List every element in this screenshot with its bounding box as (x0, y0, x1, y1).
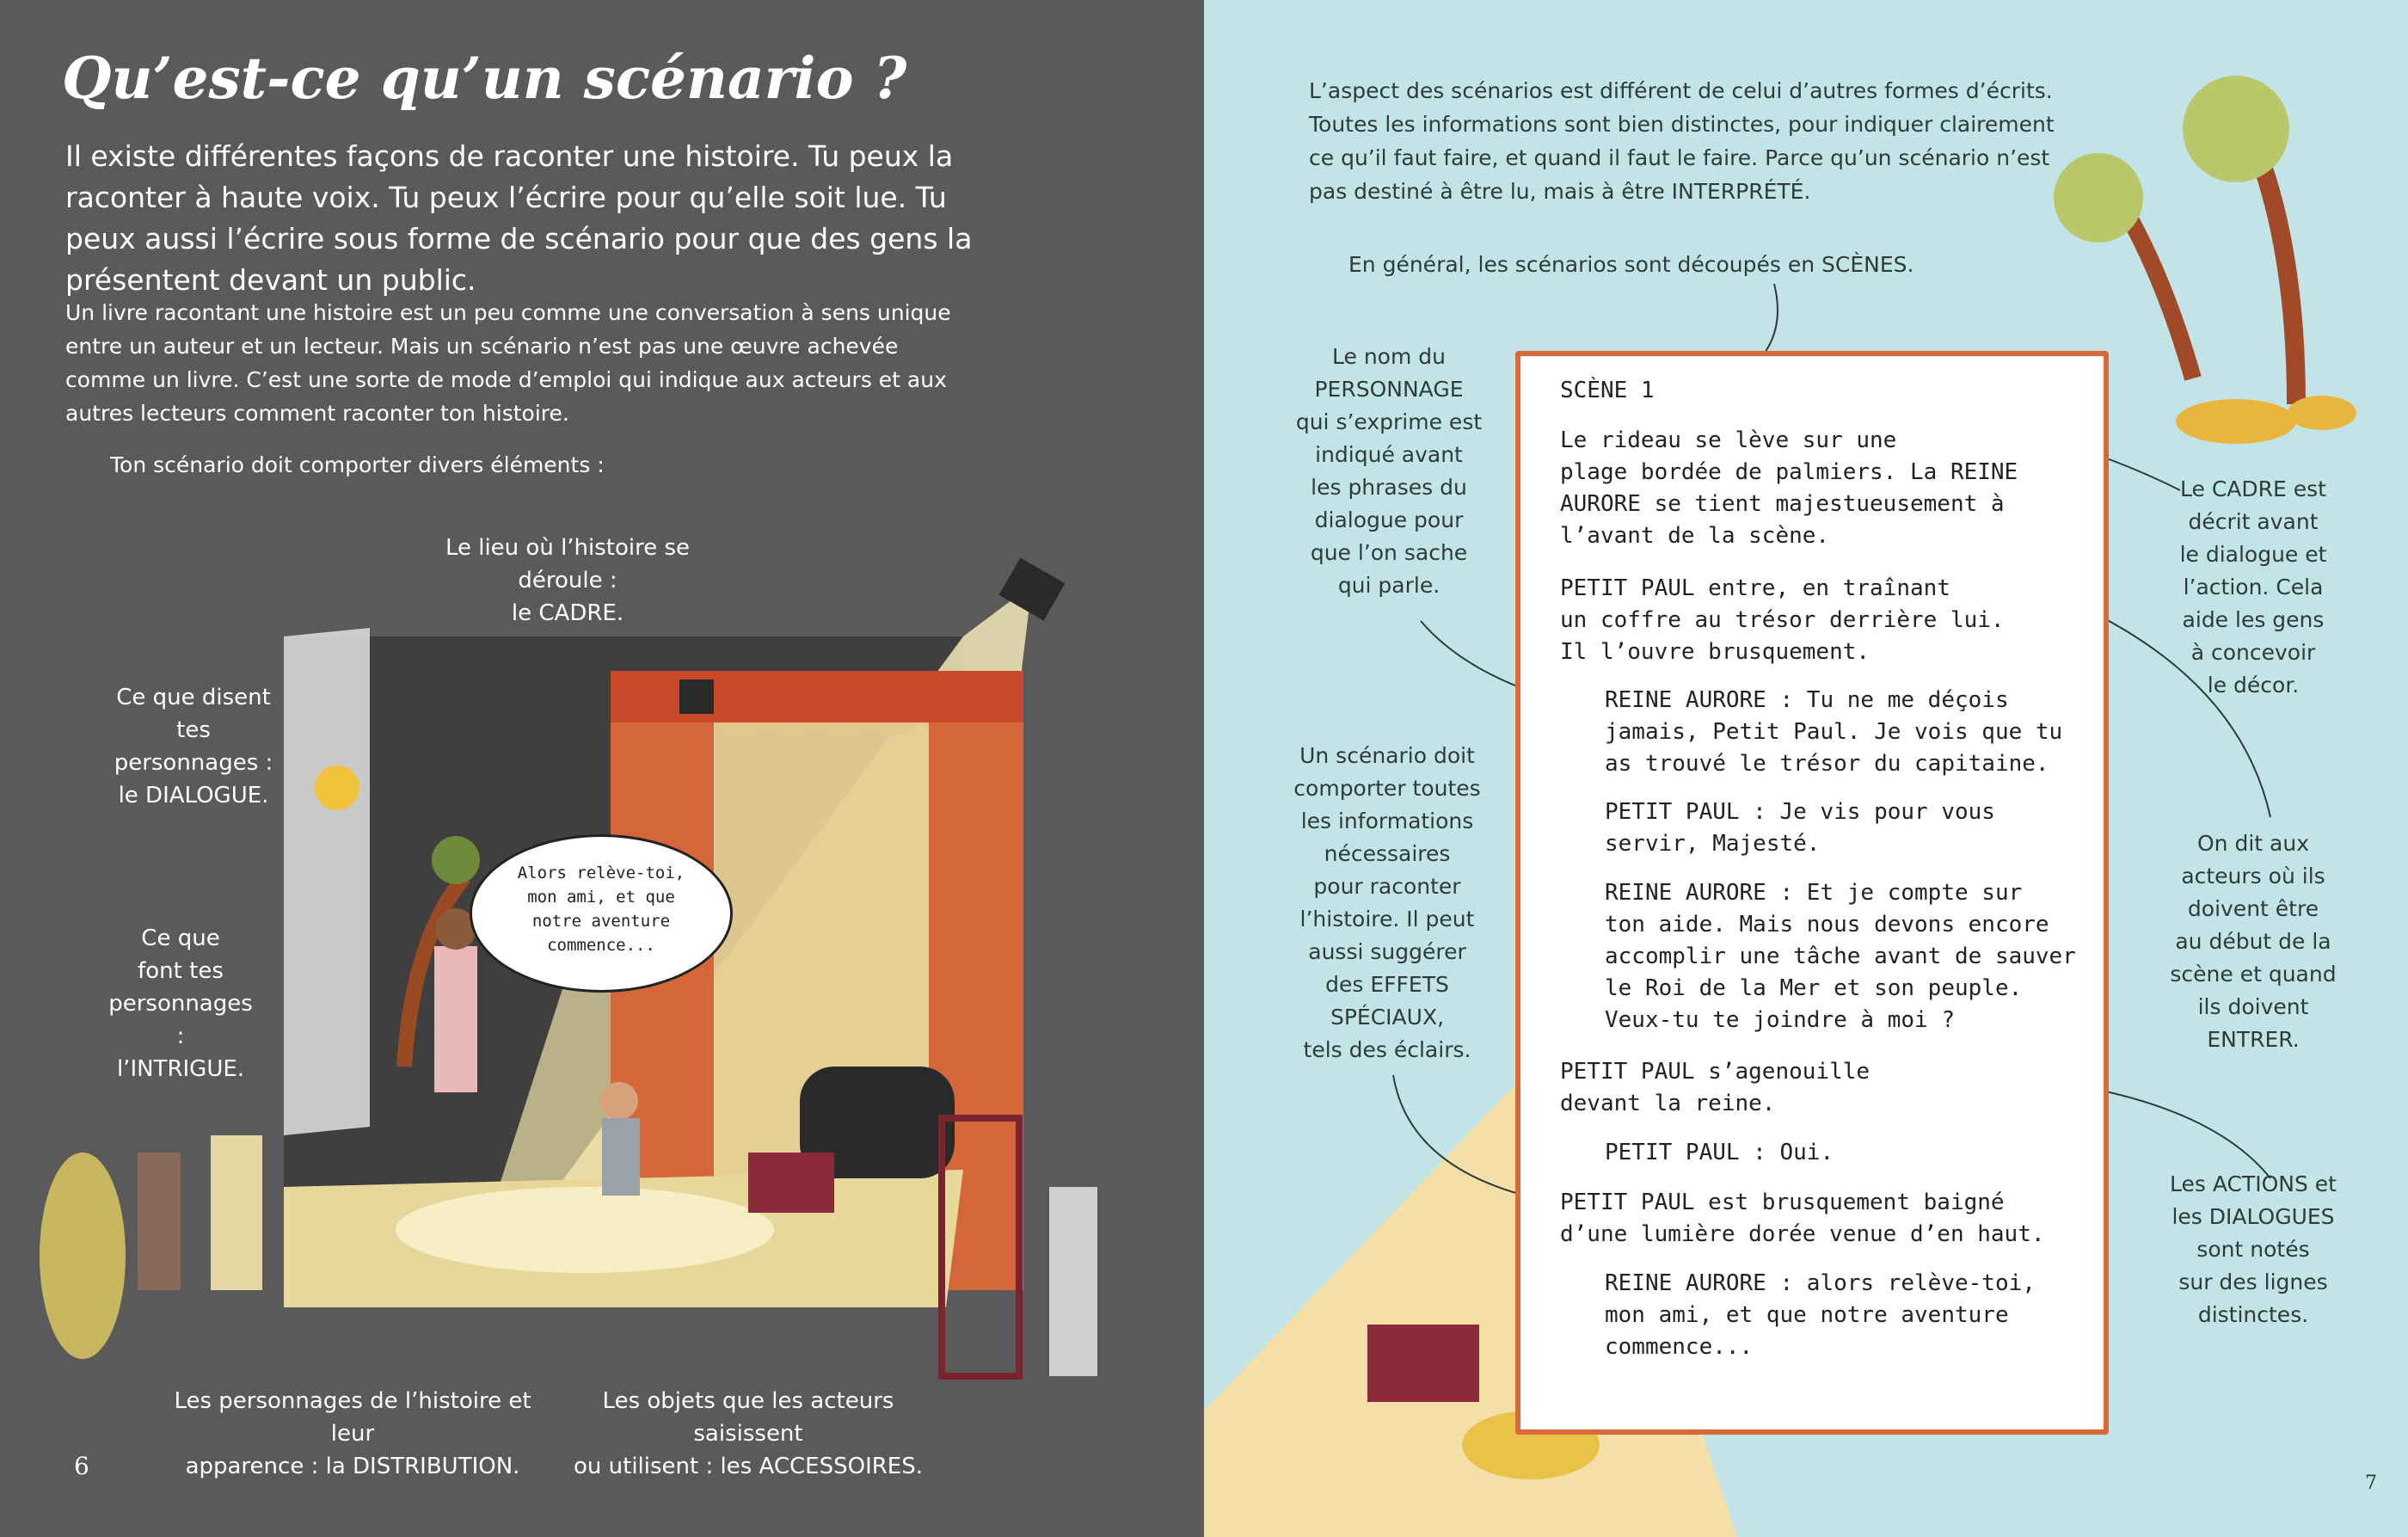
ann-effets-line: l’histoire. Il peut (1299, 907, 1475, 931)
script-scene-heading: SCÈNE 1 (1560, 378, 1655, 403)
ann-personnage-line: PERSONNAGE (1314, 377, 1464, 402)
label-dialogue (103, 681, 284, 812)
ann-cadre-line: le décor. (2207, 673, 2300, 698)
ann-cadre-line: décrit avant (2188, 509, 2319, 534)
ann-cadre-line: à concevoir (2190, 640, 2316, 665)
ann-effets-line: Un scénario doit (1299, 743, 1475, 768)
ann-effets-line: comporter toutes (1293, 776, 1481, 801)
ann-entrer-line: doivent être (2187, 896, 2319, 921)
label-distribution (163, 1385, 542, 1483)
script-action-3: PETIT PAUL est brusquement baigné d’une lumière dorée venue d’en haut. (1560, 1190, 2045, 1247)
script-line-3: REINE AURORE : Et je compte sur ton aide. Mais nous devons encore accomplir une tâche avant de sauver le Roi de la Mer et son peuple. Veux-tu te joindre à moi ? (1605, 880, 2076, 1033)
label-dialogue-line-1: Ce que disent (116, 685, 271, 710)
script-line-1: REINE AURORE : Tu ne me déçois jamais, Petit Paul. Je vois que tu as trouvé le trésor du capitaine. (1605, 687, 2063, 777)
ann-effets-line: nécessaires (1324, 841, 1451, 866)
ann-actions-line: distinctes. (2197, 1302, 2309, 1327)
ann-cadre-line: le dialogue et (2179, 542, 2327, 567)
ann-personnage-line: dialogue pour (1314, 507, 1464, 532)
scenes-note: En général, les scénarios sont découpés en SCÈNES. (1348, 252, 1914, 277)
ann-personnage-line: qui parle. (1337, 573, 1440, 598)
ann-effets-line: aussi suggérer (1308, 939, 1466, 964)
speech-bubble-text: Alors relève-toi, mon ami, et que notre aventure commence... (517, 864, 685, 955)
ann-actions-line: les DIALOGUES (2172, 1204, 2335, 1229)
body-paragraph: Un livre racontant une histoire est un peu comme une conversation à sens unique entre un auteur et un lecteur. Mais un scénario n’est pas une œuvre achevée comme un livre. C’est une sorte de mode d’emploi qui indique aux acteurs et aux autres lecteurs comment raconter ton histoire. (65, 300, 951, 426)
right-intro (1309, 74, 2055, 208)
script-action-2: PETIT PAUL s’agenouille devant la reine. (1560, 1059, 1870, 1116)
label-intrigue-line-1: Ce que (141, 925, 220, 951)
ann-personnage-line: les phrases du (1311, 475, 1467, 500)
annotation-entrer (2159, 827, 2348, 1056)
ann-effets-line: des EFFETS (1325, 972, 1449, 997)
ann-entrer-line: acteurs où ils (2181, 864, 2325, 888)
ann-personnage-line: que l’on sache (1310, 540, 1468, 565)
ann-actions-line: sur des lignes (2178, 1270, 2328, 1294)
label-cadre-line-2: le CADRE. (511, 600, 624, 626)
annotation-actions (2150, 1168, 2356, 1331)
ann-effets-line: SPÉCIAUX, (1330, 1005, 1445, 1030)
ann-personnage-line: Le nom du (1332, 344, 1446, 369)
ann-effets-line: tels des éclairs. (1303, 1037, 1471, 1062)
label-distribution-line-2: apparence : la DISTRIBUTION. (185, 1454, 520, 1479)
label-dialogue-line-3: le DIALOGUE. (118, 783, 269, 808)
right-intro-line-4: pas destiné à être lu, mais à être INTERPRÉTÉ. (1309, 179, 1811, 204)
speech-bubble (470, 834, 733, 993)
label-accessoires (559, 1385, 937, 1483)
ann-actions-line: sont notés (2196, 1237, 2310, 1262)
label-dialogue-line-2: tes personnages : (114, 717, 273, 776)
ann-cadre-line: l’action. Cela (2183, 575, 2324, 599)
label-accessoires-line-1: Les objets que les acteurs saisissent (602, 1388, 894, 1447)
ann-entrer-line: ils doivent (2197, 994, 2309, 1019)
elements-intro: Ton scénario doit comporter divers éléments : (110, 452, 605, 477)
annotation-cadre (2159, 473, 2348, 702)
script-action-1: PETIT PAUL entre, en traînant un coffre au trésor derrière lui. Il l’ouvre brusquement. (1560, 575, 2005, 665)
script-line-4: PETIT PAUL : Oui. (1605, 1140, 1834, 1165)
ann-entrer-line: ENTRER. (2207, 1027, 2300, 1052)
ann-cadre-line: aide les gens (2182, 607, 2325, 632)
right-intro-line-2: Toutes les informations sont bien distinctes, pour indiquer clairement (1309, 112, 2055, 137)
ann-personnage-line: qui s’exprime est (1295, 409, 1483, 434)
ann-personnage-line: indiqué avant (1315, 442, 1463, 467)
label-cadre-line-1: Le lieu où l’histoire se déroule : (445, 535, 691, 593)
annotation-personnage (1290, 341, 1488, 602)
script-paper (1515, 351, 2109, 1435)
label-intrigue-line-3: personnages : (108, 991, 253, 1049)
ann-cadre-line: Le CADRE est (2180, 476, 2326, 501)
page-title: Qu’est-ce qu’un scénario ? (62, 45, 907, 112)
ann-entrer-line: On dit aux (2197, 831, 2309, 856)
page-number-right: 7 (2365, 1472, 2377, 1494)
intro-paragraph: Il existe différentes façons de raconter une histoire. Tu peux la raconter à haute voix. Tu peux l’écrire pour qu’elle soit lue. Tu peux aussi l’écrire sous forme de scénario pour que des gens la présentent devant un public. (65, 139, 973, 297)
label-distribution-line-1: Les personnages de l’histoire et leur (174, 1388, 531, 1447)
script-line-5: REINE AURORE : alors relève-toi, mon ami, et que notre aventure commence... (1605, 1270, 2036, 1360)
script-setting: Le rideau se lève sur une plage bordée de palmiers. La REINE AURORE se tient majestueusement à l’avant de la scène. (1560, 427, 2018, 549)
annotation-effets (1280, 740, 1495, 1067)
ann-effets-line: les informations (1300, 808, 1474, 833)
ann-effets-line: pour raconter (1313, 874, 1461, 899)
ann-actions-line: Les ACTIONS et (2170, 1171, 2337, 1196)
label-intrigue-line-4: l’INTRIGUE. (116, 1056, 245, 1082)
label-cadre (430, 532, 705, 630)
ann-entrer-line: scène et quand (2170, 962, 2337, 987)
ann-entrer-line: au début de la (2175, 929, 2331, 954)
label-intrigue-line-2: font tes (138, 958, 224, 984)
right-intro-line-1: L’aspect des scénarios est différent de celui d’autres formes d’écrits. (1309, 78, 2053, 103)
page-number-left: 6 (74, 1452, 89, 1480)
right-intro-line-3: ce qu’il faut faire, et quand il faut le faire. Parce qu’un scénario n’est (1309, 145, 2050, 170)
label-intrigue (103, 922, 258, 1085)
script-line-2: PETIT PAUL : Je vis pour vous servir, Majesté. (1605, 799, 1995, 857)
label-accessoires-line-2: ou utilisent : les ACCESSOIRES. (574, 1454, 923, 1479)
